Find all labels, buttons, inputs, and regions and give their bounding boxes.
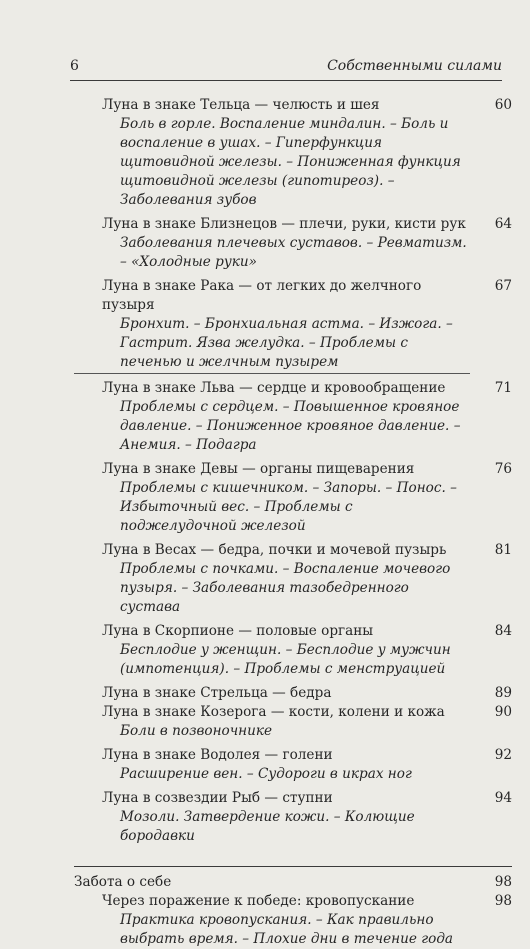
toc-entry-desc: Проблемы с кишечником. – Запоры. – Понос. – Избыточный вес. – Проблемы с поджелудочной железой bbox=[120, 480, 457, 534]
toc-section bbox=[74, 866, 512, 949]
toc-entry-desc: Бронхит. – Бронхиальная астма. – Изжога. – Гастрит. Язва желудка. – Проблемы с печенью и желчным пузырем bbox=[74, 315, 470, 374]
toc-entry-desc: Мозоли. Затвердение кожи. – Колющие бородавки bbox=[120, 809, 415, 844]
toc-entry-desc: Расширение вен. – Судороги в икрах ног bbox=[120, 766, 412, 782]
subentry-desc: Практика кровопускания. – Как правильно выбрать время. – Плохие дни в течение года bbox=[120, 912, 454, 947]
subentry-page: 98 bbox=[494, 893, 512, 909]
toc-entry-title: Луна в знаке Тельца — челюсть и шея bbox=[102, 97, 380, 113]
toc-entry-desc: Проблемы с почками. – Воспаление мочевого пузыря. – Заболевания тазобедренного сустава bbox=[120, 561, 451, 615]
toc-entry-page: 60 bbox=[494, 97, 512, 113]
toc-entry-title: Луна в знаке Девы — органы пищеварения bbox=[102, 461, 415, 477]
toc-entry-page: 64 bbox=[494, 216, 512, 232]
section-title: Забота о себе bbox=[74, 874, 172, 890]
section-page: 98 bbox=[494, 874, 512, 890]
page-header bbox=[70, 56, 502, 81]
toc-entry-title: Луна в знаке Стрельца — бедра bbox=[102, 685, 332, 701]
toc-entry-desc: Боли в позвоночнике bbox=[120, 723, 273, 739]
toc-entry-desc: Боль в горле. Воспаление миндалин. – Боль и воспаление в ушах. – Гиперфункция щитовидной железы. – Пониженная функция щитовидной железы (гипотиреоз). – Заболевания зубов bbox=[120, 116, 461, 208]
toc-entry-page: 84 bbox=[494, 623, 512, 639]
toc-entry-title: Луна в Весах — бедра, почки и мочевой пузырь bbox=[102, 542, 447, 558]
table-of-contents bbox=[74, 96, 512, 949]
toc-entry-desc: Бесплодие у женщин. – Бесплодие у мужчин (импотенция). – Проблемы с менструацией bbox=[120, 642, 451, 677]
toc-entry-title: Луна в знаке Козерога — кости, колени и кожа bbox=[102, 704, 445, 720]
toc-entry bbox=[74, 541, 512, 617]
toc-entry-title: Луна в знаке Близнецов — плечи, руки, кисти рук bbox=[102, 216, 466, 232]
toc-entry bbox=[74, 379, 512, 455]
toc-entry-page: 76 bbox=[494, 461, 512, 477]
toc-entry bbox=[74, 684, 512, 703]
toc-entry-title: Луна в созвездии Рыб — ступни bbox=[102, 790, 333, 806]
toc-entry-title: Луна в Скорпионе — половые органы bbox=[102, 623, 374, 639]
toc-entry-page: 92 bbox=[494, 747, 512, 763]
toc-subentry bbox=[74, 892, 512, 949]
toc-entry-desc: Заболевания плечевых суставов. – Ревматизм. – «Холодные руки» bbox=[120, 235, 467, 270]
toc-entry bbox=[74, 703, 512, 741]
toc-entry bbox=[74, 460, 512, 536]
subentry-title: Через поражение к победе: кровопускание bbox=[102, 893, 415, 909]
toc-entry-page: 94 bbox=[494, 790, 512, 806]
toc-entry bbox=[74, 746, 512, 784]
toc-entry-page: 67 bbox=[494, 278, 512, 294]
toc-entry-desc: Проблемы с сердцем. – Повышенное кровяное давление. – Пониженное кровяное давление. – Анемия. – Подагра bbox=[120, 399, 461, 453]
toc-entry-title: Луна в знаке Рака — от легких до желчного пузыря bbox=[102, 278, 422, 313]
toc-entry-page: 71 bbox=[494, 380, 512, 396]
toc-entry-page: 90 bbox=[494, 704, 512, 720]
page-number: 6 bbox=[70, 58, 79, 74]
toc-entry bbox=[74, 622, 512, 679]
toc-entry bbox=[74, 789, 512, 846]
toc-entry bbox=[74, 277, 512, 374]
toc-entry bbox=[74, 215, 512, 272]
toc-entry-title: Луна в знаке Водолея — голени bbox=[102, 747, 333, 763]
toc-entry-page: 89 bbox=[494, 685, 512, 701]
toc-entry-page: 81 bbox=[494, 542, 512, 558]
toc-entry-title: Луна в знаке Льва — сердце и кровообращение bbox=[102, 380, 446, 396]
running-title: Собственными силами bbox=[327, 58, 502, 74]
toc-entry bbox=[74, 96, 512, 210]
